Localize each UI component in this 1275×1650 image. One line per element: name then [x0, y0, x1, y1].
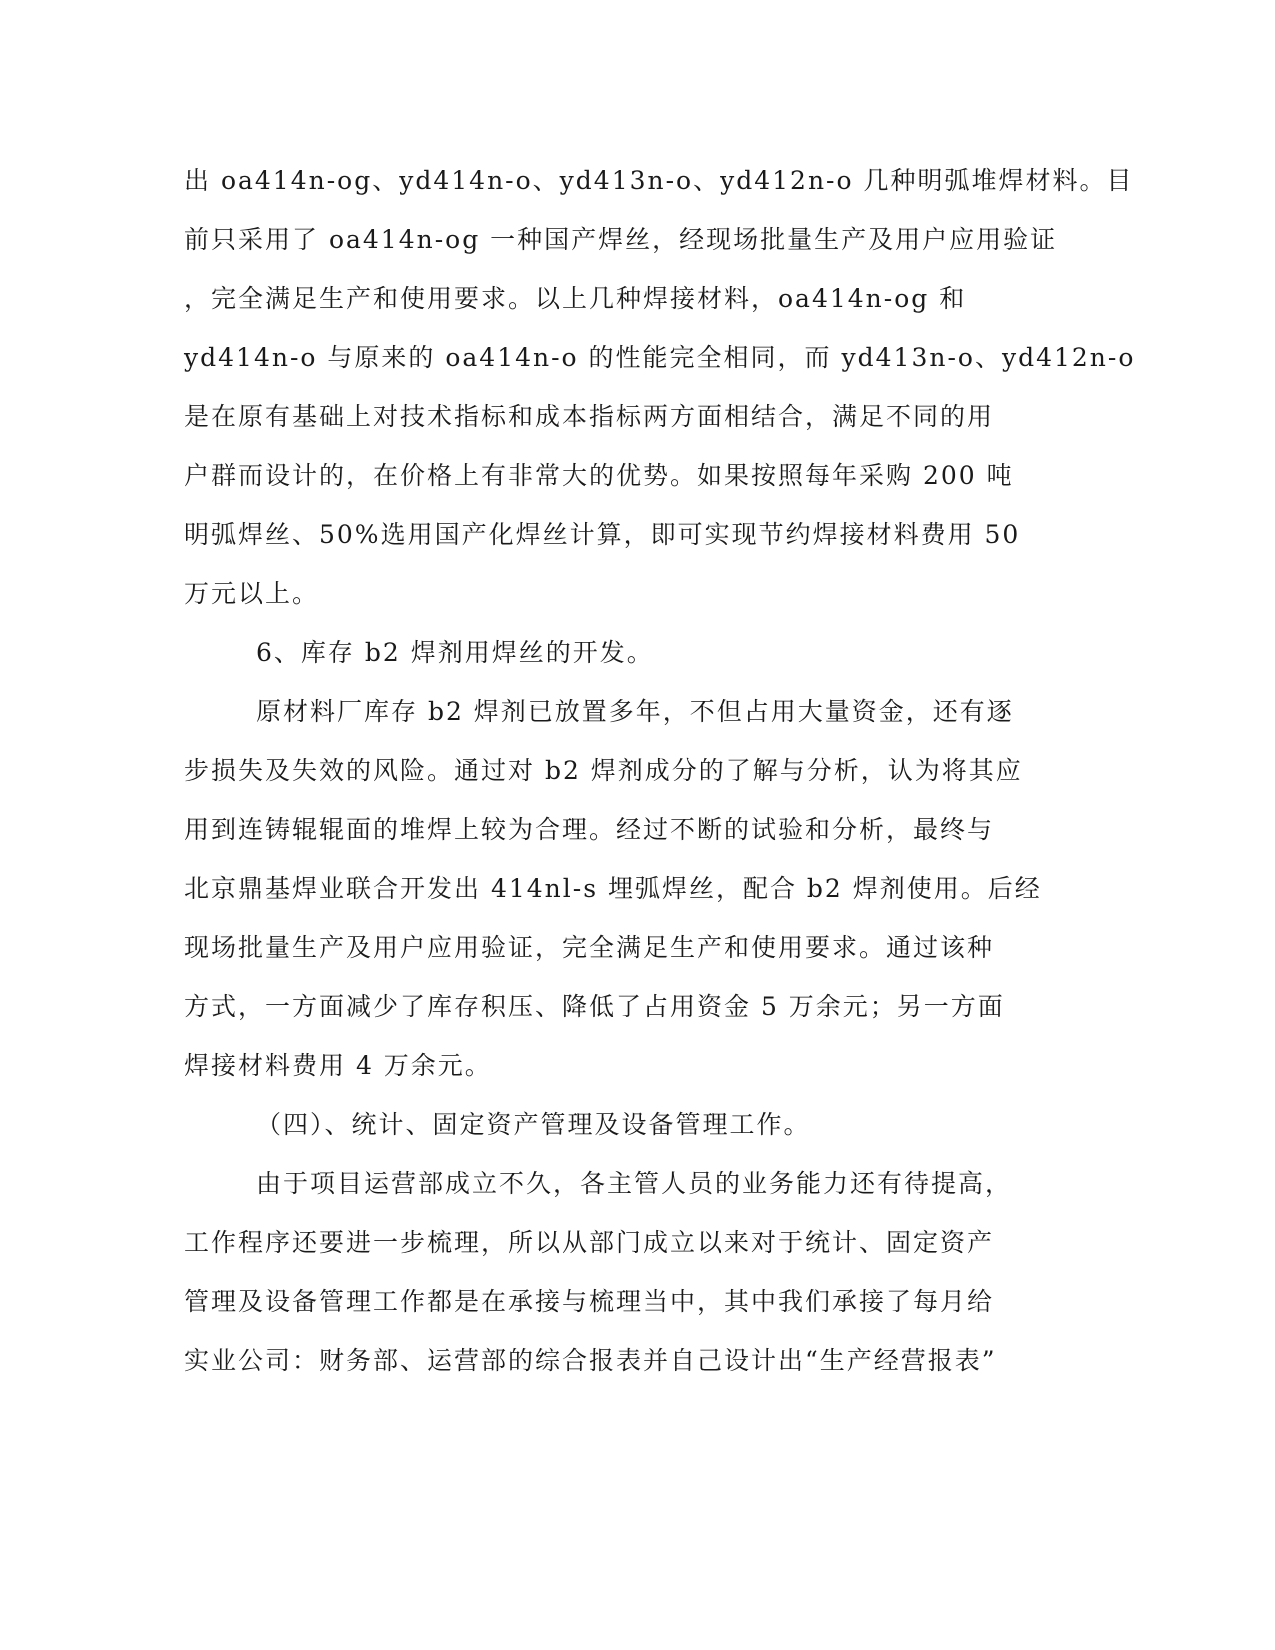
section-heading: （四）、统计、固定资产管理及设备管理工作。 — [256, 1110, 811, 1139]
section-heading: 6、库存 b2 焊剂用焊丝的开发。 — [256, 638, 654, 667]
text-line: 出 oa414n-og、yd414n-o、yd413n-o、yd412n-o 几种明弧堆焊材料。目 — [184, 166, 1134, 195]
text-line: 明弧焊丝、50%选用国产化焊丝计算，即可实现节约焊接材料费用 50 — [184, 520, 1021, 549]
text-line: 步损失及失效的风险。通过对 b2 焊剂成分的了解与分析，认为将其应 — [184, 756, 1023, 785]
text-line: yd414n-o 与原来的 oa414n-o 的性能完全相同，而 yd413n-o、yd412n-o — [184, 343, 1136, 372]
text-line: 实业公司：财务部、运营部的综合报表并自己设计出“生产经营报表” — [184, 1346, 997, 1375]
text-line: 方式，一方面减少了库存积压、降低了占用资金 5 万余元；另一方面 — [184, 992, 1005, 1021]
paragraph-first-line: 由于项目运营部成立不久，各主管人员的业务能力还有待提高， — [256, 1169, 1013, 1198]
text-line: 万元以上。 — [184, 579, 320, 608]
text-line: 前只采用了 oa414n-og 一种国产焊丝，经现场批量生产及用户应用验证 — [184, 225, 1058, 254]
paragraph-first-line: 原材料厂库存 b2 焊剂已放置多年，不但占用大量资金，还有逐 — [256, 697, 1014, 726]
text-line: ，完全满足生产和使用要求。以上几种焊接材料，oa414n-og 和 — [184, 284, 967, 313]
text-line: 现场批量生产及用户应用验证，完全满足生产和使用要求。通过该种 — [184, 933, 995, 962]
text-line: 户群而设计的，在价格上有非常大的优势。如果按照每年采购 200 吨 — [184, 461, 1014, 490]
text-line: 是在原有基础上对技术指标和成本指标两方面相结合，满足不同的用 — [184, 402, 995, 431]
text-line: 工作程序还要进一步梳理，所以从部门成立以来对于统计、固定资产 — [184, 1228, 995, 1257]
text-line: 北京鼎基焊业联合开发出 414nl-s 埋弧焊丝，配合 b2 焊剂使用。后经 — [184, 874, 1042, 903]
text-line: 焊接材料费用 4 万余元。 — [184, 1051, 492, 1080]
text-line: 管理及设备管理工作都是在承接与梳理当中，其中我们承接了每月给 — [184, 1287, 995, 1316]
text-line: 用到连铸辊辊面的堆焊上较为合理。经过不断的试验和分析，最终与 — [184, 815, 995, 844]
